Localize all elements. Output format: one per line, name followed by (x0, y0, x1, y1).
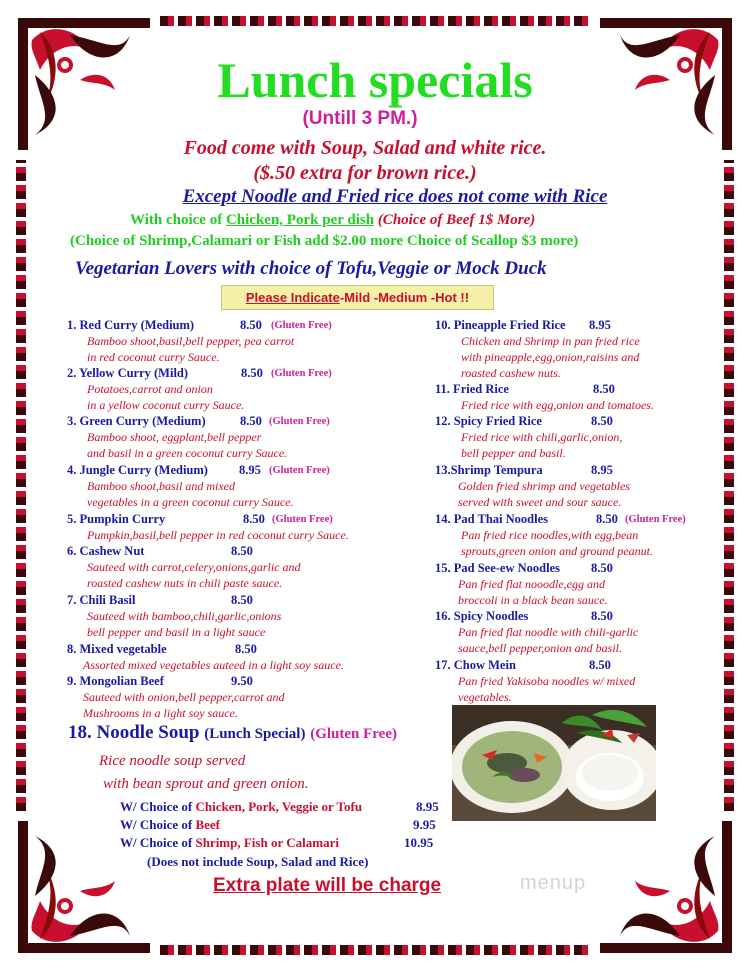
until-time: (Untill 3 PM.) (302, 108, 418, 129)
item-name: 3. Green Curry (Medium) (67, 414, 206, 428)
border-band-bottom (160, 945, 590, 955)
menu-item (67, 463, 330, 510)
item-desc-line: Pan fried Yakisoba noodles w/ mixed (458, 674, 636, 688)
noodle-soup-option (120, 835, 339, 851)
gluten-free-tag: (Gluten Free) (271, 320, 332, 331)
item-desc-line: sprouts,green onion and ground peanut. (461, 544, 653, 558)
spice-level-banner (221, 285, 494, 310)
menu-item (435, 463, 630, 510)
item-desc-line: in a yellow coconut curry Sauce. (87, 398, 245, 412)
noodle-soup-note: (Does not include Soup, Salad and Rice) (147, 854, 369, 869)
option-price: 9.95 (413, 817, 436, 832)
item-desc-line: Bamboo shoot, eggplant,bell pepper (87, 430, 262, 444)
item-name: 17. Chow Mein (435, 658, 516, 672)
item-desc-line: with pineapple,egg,onion,raisins and (461, 350, 640, 364)
item-name: 11. Fried Rice (435, 382, 509, 396)
item-price: 8.50 (235, 642, 257, 656)
item-name: 9. Mongolian Beef (67, 674, 164, 688)
option-prefix: W/ Choice of (120, 835, 196, 850)
item-price: 8.50 (241, 366, 263, 380)
menu-item (435, 512, 686, 559)
item-desc-line: Assorted mixed vegetables auteed in a light soy sauce. (83, 658, 344, 672)
item-name: 10. Pineapple Fried Rice (435, 318, 566, 332)
page-title: Lunch specials (217, 52, 533, 108)
item-price: 8.95 (239, 463, 261, 477)
item-desc-line: sauce,bell pepper,onion and basil. (458, 641, 622, 655)
border-band-right (724, 160, 734, 811)
item-name: 8. Mixed vegetable (67, 642, 167, 656)
choice-prefix: With choice of (130, 212, 226, 228)
item-price: 8.50 (240, 414, 262, 428)
item-desc-line: Pan fried rice noodles,with egg,bean (461, 528, 639, 542)
option-price: 8.95 (416, 799, 439, 814)
menu-item (435, 414, 622, 461)
item-desc-line: Sauteed with carrot,celery,onions,garlic and (87, 560, 301, 574)
noodle-soup-subtitle: (Lunch Special) (204, 726, 306, 742)
noodle-soup-option (120, 817, 220, 833)
noodle-soup-gluten-free: (Gluten Free) (310, 726, 397, 742)
menu-item (67, 642, 344, 673)
item-desc-line: Sauteed with bamboo,chili,garlic,onions (87, 609, 282, 623)
protein-choice-line (130, 212, 535, 229)
noodle-soup-option (120, 799, 362, 815)
item-price: 8.95 (589, 318, 611, 332)
item-desc-line: Sauteed with onion,bell pepper,carrot and (83, 690, 285, 704)
noodle-soup-desc-line: Rice noodle soup served (99, 753, 246, 769)
border-band-top (160, 16, 590, 26)
item-price: 8.50 (231, 544, 253, 558)
noodle-soup-title: 18. Noodle Soup (68, 722, 200, 743)
item-desc-line: Pan fried flat nooodle,egg and (458, 577, 605, 591)
item-name: 2. Yellow Curry (Mild) (67, 366, 189, 380)
item-desc-line: Bamboo shoot,basil,bell pepper, pea carrot (87, 334, 295, 348)
item-name: 1. Red Curry (Medium) (67, 318, 195, 332)
item-desc-line: Fried rice with egg,onion and tomatoes. (461, 398, 654, 412)
item-desc-line: vegetables. (458, 690, 512, 704)
gluten-free-tag: (Gluten Free) (271, 368, 332, 379)
item-desc-line: Pumpkin,basil,bell pepper in red coconut curry Sauce. (87, 528, 349, 542)
menu-item (435, 658, 635, 705)
item-desc-line: broccoli in a black bean sauce. (458, 593, 608, 607)
item-price: 8.50 (243, 512, 265, 526)
item-name: 16. Spicy Noodles (435, 609, 529, 623)
choice-meat: Chicken, Pork per dish (225, 212, 375, 228)
item-desc-line: Mushrooms in a light soy sauce. (83, 706, 238, 720)
item-price: 8.95 (591, 463, 613, 477)
item-name: 15. Pad See-ew Noodles (435, 561, 560, 575)
item-price: 8.50 (589, 658, 611, 672)
item-desc-line: roasted cashew nuts. (461, 366, 561, 380)
menu-item (67, 544, 301, 591)
item-name: 14. Pad Thai Noodles (435, 512, 548, 526)
indicate-prefix: Please Indicate (245, 290, 340, 305)
item-name: 6. Cashew Nut (67, 544, 145, 558)
item-name: 5. Pumpkin Curry (67, 512, 166, 526)
item-desc-line: vegetables in a green coconut curry Sauce. (87, 495, 294, 509)
menu-item (67, 593, 281, 640)
option-choice: Beef (195, 817, 221, 832)
gluten-free-tag: (Gluten Free) (269, 465, 330, 476)
menu-item (435, 382, 654, 413)
option-prefix: W/ Choice of (120, 817, 196, 832)
option-choice: Shrimp, Fish or Calamari (195, 835, 339, 850)
item-desc-line: Chicken and Shrimp in pan fried rice (461, 334, 640, 348)
item-desc-line: Bamboo shoot,basil and mixed (87, 479, 235, 493)
item-desc-line: Potatoes,carrot and onion (87, 382, 213, 396)
includes-line: Food come with Soup, Salad and white rice. (183, 137, 547, 159)
noodle-soup-desc-line: with bean sprout and green onion. (103, 776, 309, 792)
item-desc-line: roasted cashew nuts in chili paste sauce. (87, 576, 283, 590)
extra-plate-notice: Extra plate will be charge (213, 875, 442, 896)
item-name: 4. Jungle Curry (Medium) (67, 463, 208, 477)
menu-item (435, 318, 640, 381)
food-photo (452, 705, 656, 821)
item-price: 9.50 (231, 674, 253, 688)
noodle-soup-heading (68, 722, 397, 744)
gluten-free-tag: (Gluten Free) (272, 514, 333, 525)
item-price: 8.50 (231, 593, 253, 607)
item-desc-line: bell pepper and basil. (461, 446, 566, 460)
item-name: 7. Chili Basil (67, 593, 136, 607)
brown-rice-line: ($.50 extra for brown rice.) (253, 162, 477, 184)
item-desc-line: in red coconut curry Sauce. (87, 350, 220, 364)
menu-item (435, 609, 638, 656)
item-desc-line: bell pepper and basil in a light sauce (87, 625, 266, 639)
item-price: 8.50 (596, 512, 618, 526)
menu-item (67, 366, 332, 413)
item-desc-line: and basil in a green coconut curry Sauce. (87, 446, 288, 460)
option-price: 10.95 (404, 835, 434, 850)
menu-item (67, 512, 349, 543)
option-choice: Chicken, Pork, Veggie or Tofu (195, 799, 363, 814)
item-price: 8.50 (591, 414, 613, 428)
item-name: 13.Shrimp Tempura (435, 463, 543, 477)
gluten-free-tag: (Gluten Free) (269, 416, 330, 427)
watermark: menup (520, 872, 587, 894)
item-desc-line: Fried rice with chili,garlic,onion, (461, 430, 623, 444)
border-band-left (16, 160, 26, 811)
item-name: 12. Spicy Fried Rice (435, 414, 542, 428)
item-desc-line: Pan fried flat noodle with chili-garlic (458, 625, 639, 639)
curry-and-rice-illustration (452, 705, 656, 821)
item-price: 8.50 (240, 318, 262, 332)
vegetarian-line: Vegetarian Lovers with choice of Tofu,Veggie or Mock Duck (75, 258, 547, 279)
option-prefix: W/ Choice of (120, 799, 196, 814)
item-price: 8.50 (591, 609, 613, 623)
menu-item (67, 674, 285, 721)
menu-item (435, 561, 613, 608)
indicate-levels: -Mild -Medium -Hot !! (339, 290, 470, 305)
menu-item (67, 318, 332, 365)
item-price: 8.50 (591, 561, 613, 575)
item-desc-line: served with sweet and sour sauce. (458, 495, 622, 509)
choice-beef: (Choice of Beef 1$ More) (374, 212, 536, 228)
menu-item (67, 414, 330, 461)
item-desc-line: Golden fried shrimp and vegetables (458, 479, 630, 493)
except-line: Except Noodle and Fried rice does not come with Rice (182, 186, 608, 207)
gluten-free-tag: (Gluten Free) (625, 514, 686, 525)
item-price: 8.50 (593, 382, 615, 396)
seafood-choice-line: (Choice of Shrimp,Calamari or Fish add $2.00 more Choice of Scallop $3 more) (70, 233, 579, 249)
corner-ornament-bottom-left (10, 811, 160, 961)
corner-ornament-bottom-right (590, 811, 740, 961)
